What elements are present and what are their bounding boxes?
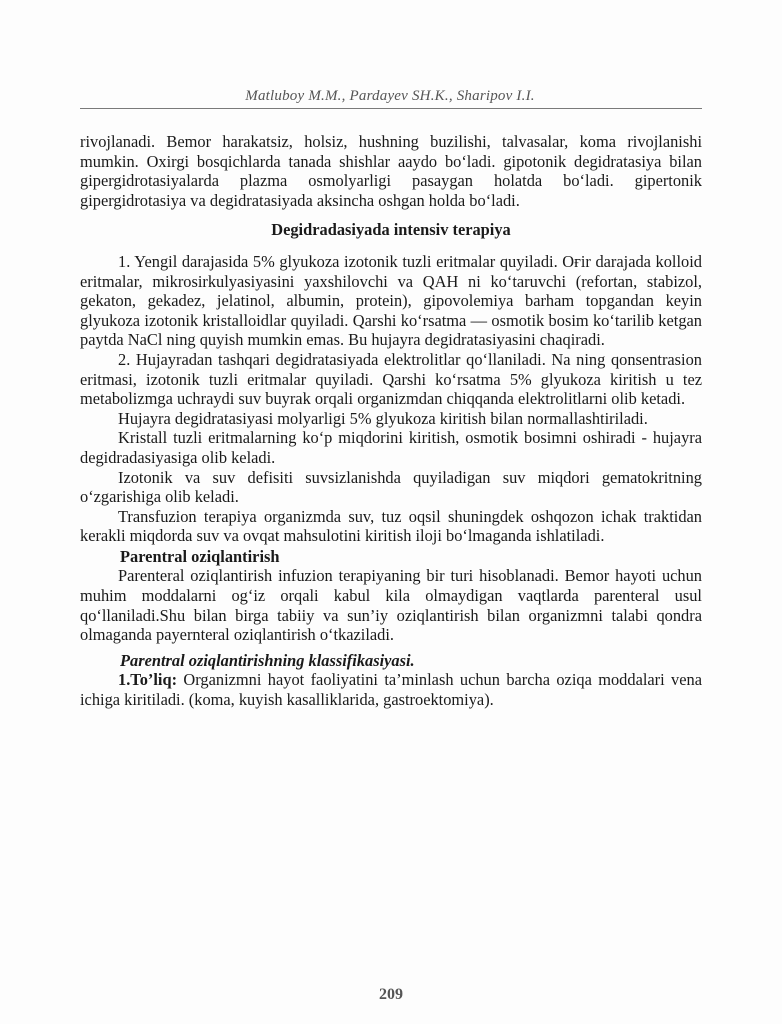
therapy-paragraph-3: Hujayra degidratasiyasi molyarligi 5% glyukoza kiritish bilan normallashtiriladi. bbox=[118, 408, 648, 428]
section-title: Degidradasiyada intensiv terapiya bbox=[271, 220, 511, 240]
therapy-paragraph-5: Izotonik va suv defisiti suvsizlanishda quyiladigan suv miqdori gematokritning o‘zgarishiga olib keladi. bbox=[80, 467, 702, 507]
page-number: 209 bbox=[379, 986, 403, 1003]
page-body bbox=[80, 132, 702, 710]
parenteral-heading: Parentral oziqlantirish bbox=[120, 546, 280, 566]
therapy-paragraph-1: 1. Yengil darajasida 5% glyukoza izotonik tuzli eritmalar quyiladi. Oғir darajada kolloid eritmalar, mikrosirkulyasiyasini yaxshilovchi va QAH ni ko‘taruvchi (refortan, stabizol, gekaton, gekadez, jelatinol, albumin, protein), gipovolemiya barham topgandan keyin glyukoza izotonik kristalloidlar quyiladi. Qarshi ko‘rsatma — osmotik bosim ko‘tarilib ketgan paytda NaCl ning quyish mumkin emas. Bu hujayra degidratasiyasini chaqiradi. bbox=[80, 251, 702, 350]
full-item-paragraph bbox=[80, 670, 702, 709]
full-item-text: Organizmni hayot faoliyatini ta’minlash uchun barcha oziqa moddalari vena ichiga kiritiladi. (koma, kuyish kasalliklarida, gastroektomiya). bbox=[80, 670, 702, 710]
parenteral-paragraph: Parenteral oziqlantirish infuzion terapiyaning bir turi hisoblanadi. Bemor hayoti uchun muhim moddalarni og‘iz orqali kabul kila olmaydigan vaqtlarda parenteral usul qo‘llaniladi.Shu bilan birga tabiiy va sun’iy oziqlantirish bilan organizmni talabi qondra olmaganda payernteral oziqlantirish o‘tkaziladi. bbox=[80, 566, 702, 645]
therapy-paragraph-2: 2. Hujayradan tashqari degidratasiyada elektrolitlar qo‘llaniladi. Na ning qonsentrasion eritmasi, izotonik tuzli eritmalar quyiladi. Qarshi ko‘rsatma 5% glyukoza kiritish u tez metabolizmga uchraydi suv buyrak orqali organizmdan chiqqanda elektrolitlarni olib ketadi. bbox=[80, 349, 702, 409]
therapy-paragraph-4: Kristall tuzli eritmalarning ko‘p miqdorini kiritish, osmotik bosimni oshiradi - hujayra degidradasiyasiga olib keladi. bbox=[80, 428, 702, 467]
classification-heading: Parentral oziqlantirishning klassifikasiyasi. bbox=[120, 650, 415, 670]
therapy-paragraph-6: Transfuzion terapiya organizmda suv, tuz oqsil shuningdek oshqozon ichak traktidan kerakli miqdorda suv va ovqat mahsulotini kiritish iloji bo‘lmaganda ishlatiladi. bbox=[80, 506, 702, 546]
full-item-label: 1.To’liq: bbox=[118, 670, 178, 690]
header-rule bbox=[80, 108, 702, 109]
intro-paragraph: rivojlanadi. Bemor harakatsiz, holsiz, hushning buzilishi, talvasalar, koma rivojlanishi mumkin. Oxirgi bosqichlarda tanada shishlar aaydo bo‘ladi. gipotonik degidratasiya bilan gipergidrotasiyalarda plazma osmolyarligi pasaygan holatda bo‘ladi. gipertonik gipergidrotasiya va degidratasiyada aksincha oshgan holda bo‘ladi. bbox=[80, 132, 702, 210]
running-head: Matluboy M.M., Pardayev SH.K., Sharipov I.I. bbox=[245, 88, 535, 104]
